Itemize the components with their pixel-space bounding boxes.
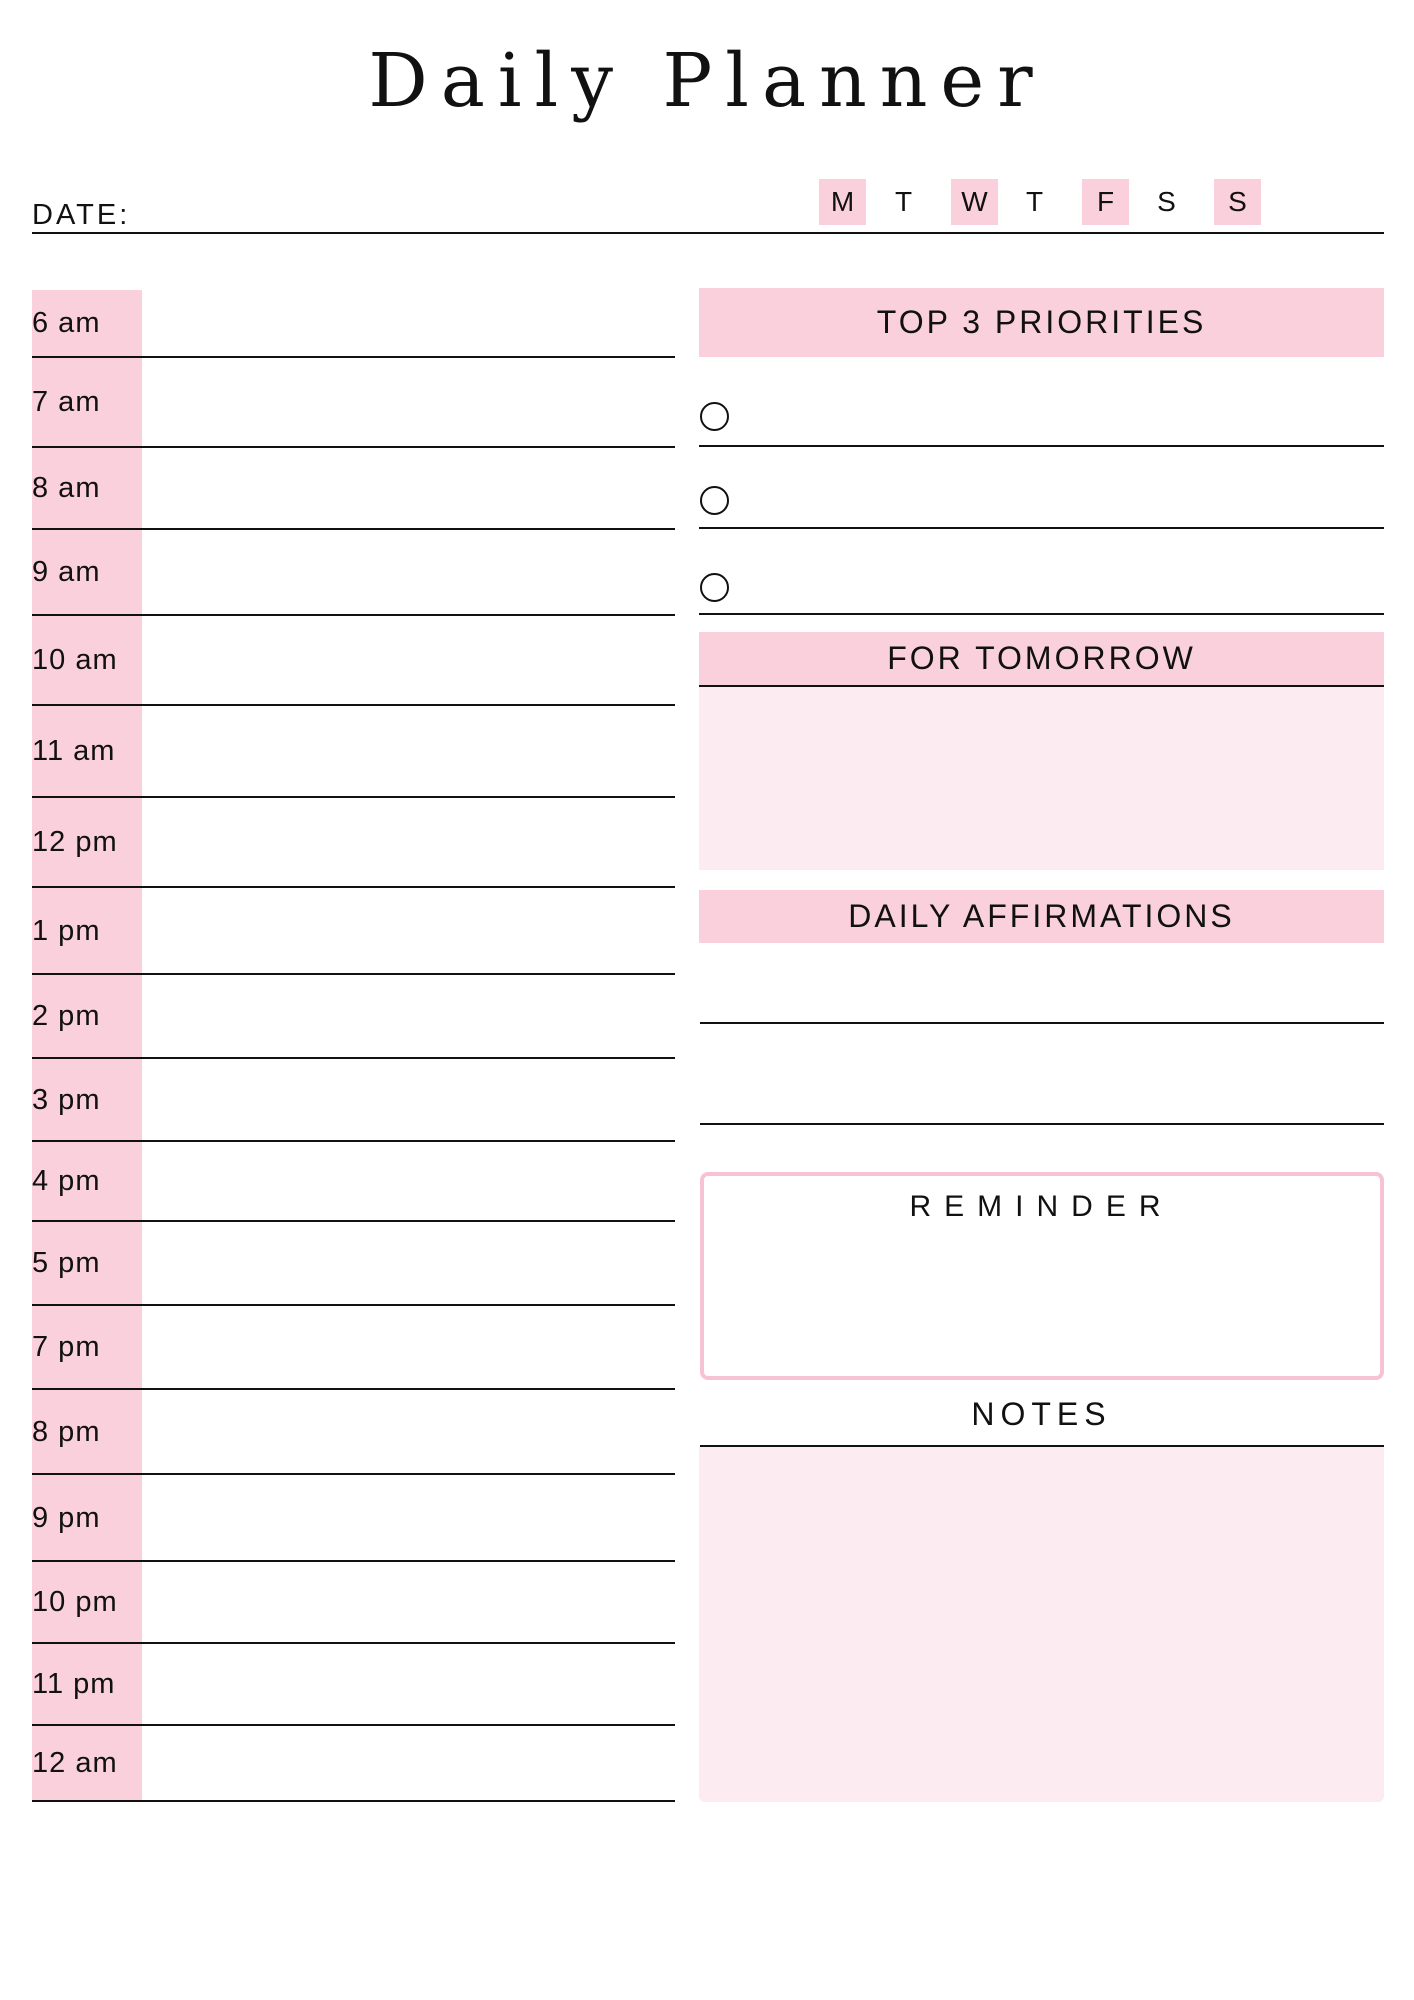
tomorrow-area[interactable] (699, 687, 1384, 870)
day-tuesday[interactable]: T (894, 186, 913, 217)
time-label: 8 pm (32, 1416, 101, 1448)
time-slot-line[interactable] (32, 1724, 675, 1726)
time-slot-line[interactable] (32, 973, 675, 975)
priorities-title: TOP 3 PRIORITIES (876, 304, 1207, 340)
date-line[interactable] (32, 232, 1384, 234)
time-label: 4 pm (32, 1165, 101, 1197)
time-label: 9 pm (32, 1502, 101, 1534)
time-slot-line[interactable] (32, 1560, 675, 1562)
date-label: DATE: (32, 199, 131, 231)
day-sunday[interactable]: S (1214, 179, 1261, 225)
day-thursday[interactable]: T (1025, 186, 1044, 217)
time-label: 11 pm (32, 1668, 116, 1700)
time-label: 10 pm (32, 1586, 118, 1618)
day-monday[interactable]: M (819, 179, 866, 225)
time-slot-line[interactable] (32, 1642, 675, 1644)
time-label: 7 am (32, 386, 101, 418)
page-title: Daily Planner (368, 38, 1046, 124)
tomorrow-title: FOR TOMORROW (887, 640, 1196, 676)
priority-checkbox-1[interactable] (700, 402, 729, 431)
time-label: 8 am (32, 472, 101, 504)
affirmation-line-1[interactable] (700, 1022, 1384, 1024)
time-label: 9 am (32, 556, 101, 588)
priority-checkbox-3[interactable] (700, 573, 729, 602)
time-slot-line[interactable] (32, 704, 675, 706)
time-slot-line[interactable] (32, 1140, 675, 1142)
day-wednesday[interactable]: W (951, 179, 998, 225)
tomorrow-header (699, 632, 1384, 685)
affirmations-header (699, 890, 1384, 943)
priorities-header (699, 288, 1384, 357)
time-label: 5 pm (32, 1247, 101, 1279)
time-slot-line[interactable] (32, 796, 675, 798)
time-slot-line[interactable] (32, 1220, 675, 1222)
time-slot-line[interactable] (32, 356, 675, 358)
priority-checkbox-2[interactable] (700, 486, 729, 515)
priority-line-3[interactable] (699, 613, 1384, 615)
time-slot-line[interactable] (32, 528, 675, 530)
time-label: 11 am (32, 735, 116, 767)
time-slot-line[interactable] (32, 1800, 675, 1802)
time-label: 1 pm (32, 915, 101, 947)
time-label: 10 am (32, 644, 118, 676)
day-friday[interactable]: F (1082, 179, 1129, 225)
time-slot-line[interactable] (32, 1057, 675, 1059)
schedule-time-band (32, 290, 142, 1802)
time-label: 7 pm (32, 1331, 101, 1363)
time-label: 2 pm (32, 1000, 101, 1032)
time-slot-line[interactable] (32, 1388, 675, 1390)
day-saturday[interactable]: S (1157, 186, 1176, 217)
priority-line-1[interactable] (699, 445, 1384, 447)
time-label: 12 am (32, 1747, 118, 1779)
affirmations-title: DAILY AFFIRMATIONS (848, 898, 1235, 934)
time-slot-line[interactable] (32, 1473, 675, 1475)
notes-title: NOTES (971, 1396, 1112, 1432)
time-label: 12 pm (32, 826, 118, 858)
notes-area[interactable] (699, 1447, 1384, 1802)
time-slot-line[interactable] (32, 886, 675, 888)
time-slot-line[interactable] (32, 1304, 675, 1306)
priority-line-2[interactable] (699, 527, 1384, 529)
reminder-title: REMINDER (909, 1190, 1174, 1223)
time-label: 3 pm (32, 1084, 101, 1116)
time-slot-line[interactable] (32, 446, 675, 448)
time-slot-line[interactable] (32, 614, 675, 616)
time-label: 6 am (32, 307, 101, 339)
affirmation-line-2[interactable] (700, 1123, 1384, 1125)
